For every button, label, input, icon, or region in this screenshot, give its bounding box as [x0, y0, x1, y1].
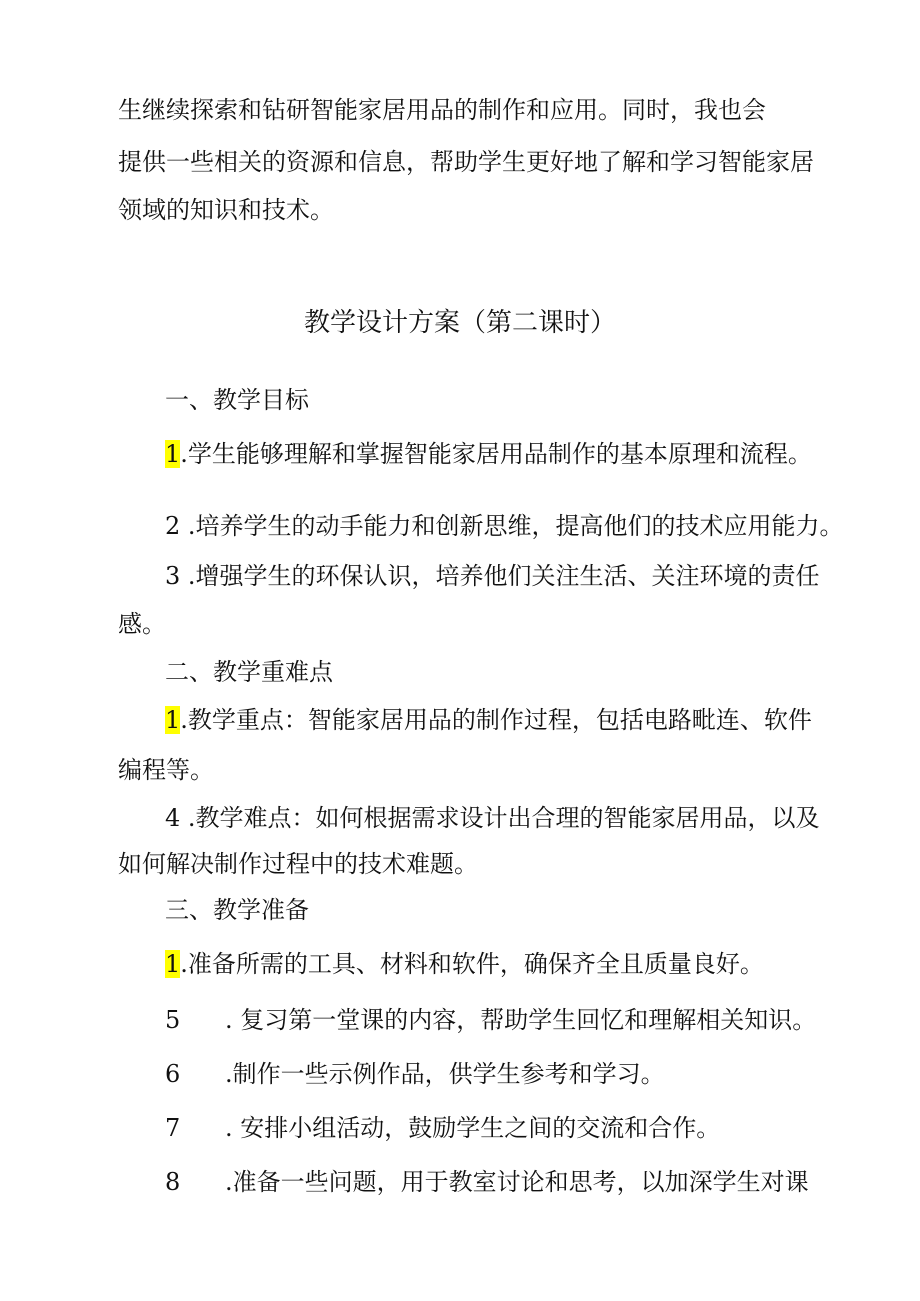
intro-line-2: 提供一些相关的资源和信息，帮助学生更好地了解和学习智能家居	[118, 148, 814, 176]
preparation-item-1	[165, 952, 764, 976]
list-text: . 安排小组活动，鼓励学生之间的交流和合作。	[225, 1114, 721, 1142]
preparation-heading: 三、教学准备	[165, 896, 309, 924]
list-number: 8	[165, 1168, 181, 1196]
list-number: 6	[165, 1060, 181, 1088]
key-points-item-1-text: .教学重点：智能家居用品的制作过程，包括电路毗连、软件	[180, 706, 812, 734]
key-points-heading: 二、教学重难点	[165, 658, 333, 686]
key-points-item-2-line-1: 4 .教学难点：如何根据需求设计出合理的智能家居用品，以及	[165, 804, 820, 832]
goals-item-1	[165, 442, 812, 466]
preparation-item-5	[165, 1008, 816, 1032]
goals-item-3-line-2: 感。	[118, 610, 166, 638]
preparation-item-6	[165, 1062, 665, 1086]
goals-item-2: 2 .培养学生的动手能力和创新思维，提高他们的技术应用能力。	[165, 512, 844, 540]
list-number: 7	[165, 1114, 181, 1142]
highlighted-number: 1	[165, 950, 181, 978]
list-text: . 复习第一堂课的内容，帮助学生回忆和理解相关知识。	[225, 1006, 817, 1034]
intro-line-3: 领域的知识和技术。	[118, 196, 334, 224]
list-number: 5	[165, 1006, 181, 1034]
goals-heading: 一、教学目标	[165, 386, 309, 414]
preparation-item-1-text: .准备所需的工具、材料和软件，确保齐全且质量良好。	[180, 950, 764, 978]
key-points-item-1-line-1	[165, 708, 812, 732]
key-points-item-1-line-2: 编程等。	[118, 756, 214, 784]
preparation-item-8	[165, 1170, 809, 1194]
section-title: 教学设计方案（第二课时）	[303, 308, 616, 338]
list-text: .制作一些示例作品，供学生参考和学习。	[225, 1060, 665, 1088]
key-points-item-2-line-2: 如何解决制作过程中的技术难题。	[118, 850, 478, 878]
highlighted-number: 1	[165, 706, 181, 734]
highlighted-number: 1	[165, 440, 181, 468]
list-text: .准备一些问题，用于教室讨论和思考，以加深学生对课	[225, 1168, 809, 1196]
preparation-item-7	[165, 1116, 720, 1140]
goals-item-3-line-1: 3 .增强学生的环保认识，培养他们关注生活、关注环境的责任	[165, 562, 820, 590]
intro-line-1: 生继续探索和钻研智能家居用品的制作和应用。同时，我也会	[118, 96, 766, 124]
goals-item-1-text: .学生能够理解和掌握智能家居用品制作的基本原理和流程。	[180, 440, 812, 468]
